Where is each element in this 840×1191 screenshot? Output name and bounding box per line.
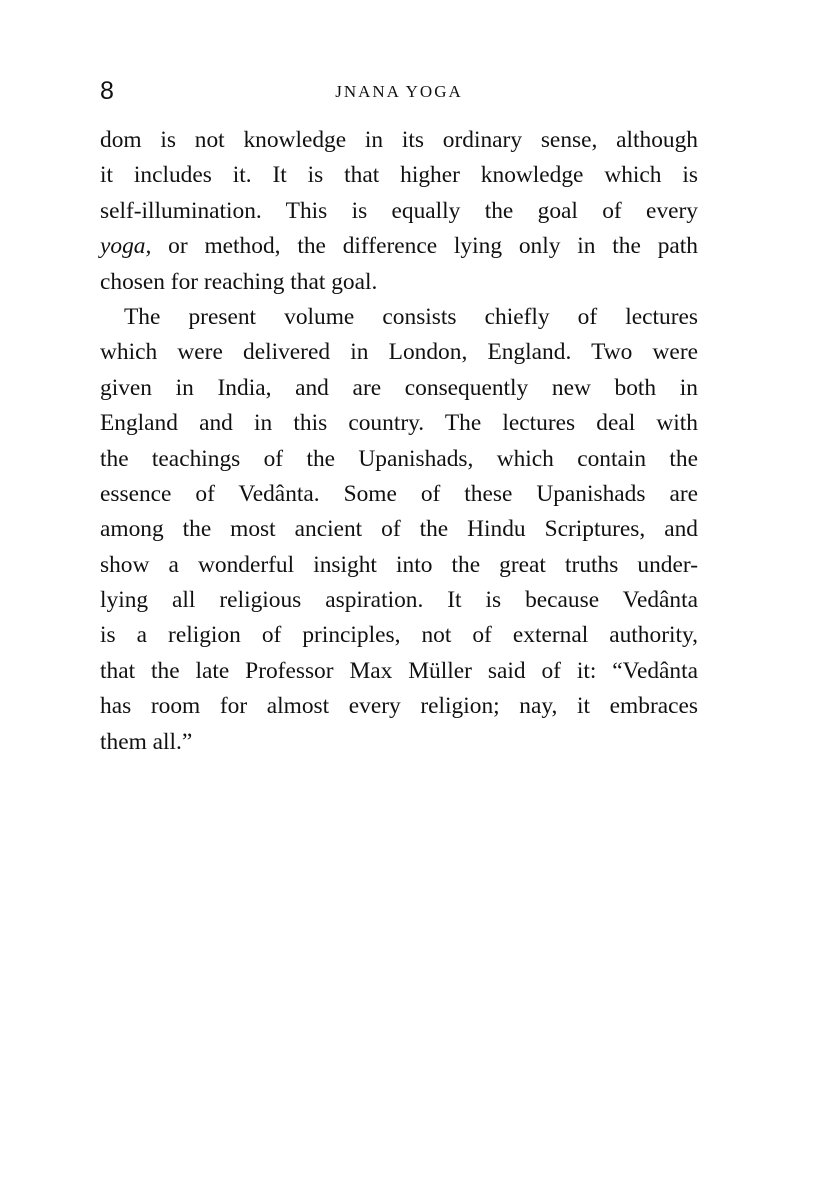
text-line: England and in this country. The lectures deal with (100, 410, 698, 437)
paragraph-1 (100, 123, 698, 300)
text-line: dom is not knowledge in its ordinary sense, although (100, 127, 698, 153)
text-line: The present volume consists chiefly of lectures (124, 303, 698, 330)
text-line: them all.” (100, 728, 193, 755)
text-line: self-illumination. This is equally the goal of every (100, 197, 698, 224)
text-line: among the most ancient of the Hindu Scriptures, and (100, 516, 698, 543)
italic-term: yoga, (100, 233, 152, 260)
text-line: essence of Vedânta. Some of these Upanishads are (100, 480, 698, 507)
page-number: 8 (100, 77, 114, 105)
running-title: JNANA YOGA (335, 82, 463, 101)
page-header (100, 76, 698, 106)
body-text (100, 123, 698, 760)
text-line: lying all religious aspiration. It is because Vedânta (100, 587, 698, 614)
paragraph-2 (100, 300, 698, 760)
text-line: chosen for reaching that goal. (100, 268, 378, 295)
text-line: is a religion of principles, not of external authority, (100, 622, 698, 649)
text-line: show a wonderful insight into the great truths under- (100, 551, 698, 578)
text-line: it includes it. It is that higher knowledge which is (100, 162, 698, 189)
text-line: given in India, and are consequently new both in (100, 374, 698, 401)
text-line (100, 229, 698, 264)
text-line: which were delivered in London, England. Two were (100, 339, 698, 366)
text-line: the teachings of the Upanishads, which contain the (100, 445, 698, 472)
text-line: has room for almost every religion; nay, it embraces (100, 693, 698, 720)
text-fragment: or method, the difference lying only in the path (151, 233, 698, 260)
text-line: that the late Professor Max Müller said of it: “Vedânta (100, 657, 698, 684)
